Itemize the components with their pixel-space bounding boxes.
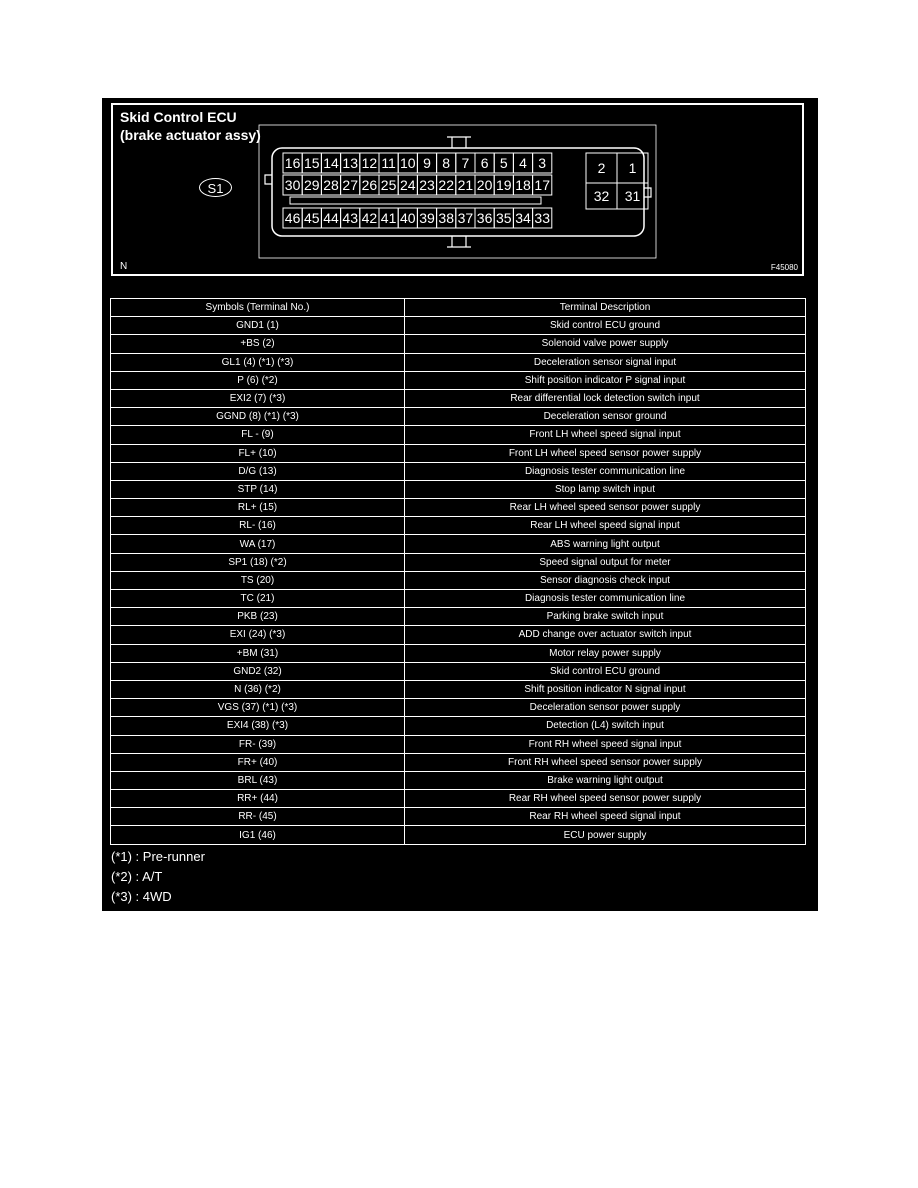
pin-label-10: 10	[400, 155, 416, 171]
pin-label-8: 8	[442, 155, 451, 171]
note-1: (*1) : Pre-runner	[111, 849, 205, 864]
pin-label-22: 22	[438, 177, 454, 193]
latch-bottom	[447, 236, 471, 247]
pin-label-41: 41	[380, 210, 397, 226]
table-row	[111, 335, 806, 353]
table-row	[111, 499, 806, 517]
description-cell: Skid control ECU ground	[405, 317, 806, 335]
pin-label-46: 46	[284, 210, 301, 226]
symbol-cell: FR- (39)	[111, 735, 405, 753]
description-cell: Rear LH wheel speed signal input	[405, 517, 806, 535]
description-cell: Deceleration sensor ground	[405, 408, 806, 426]
symbol-cell: TS (20)	[111, 571, 405, 589]
symbol-cell: WA (17)	[111, 535, 405, 553]
description-cell: Front LH wheel speed sensor power supply	[405, 444, 806, 462]
connector-label: S1	[199, 178, 232, 197]
table-row	[111, 535, 806, 553]
symbol-cell: PKB (23)	[111, 608, 405, 626]
description-cell: Brake warning light output	[405, 771, 806, 789]
pin-label-13: 13	[342, 155, 358, 171]
symbol-cell: EXI4 (38) (*3)	[111, 717, 405, 735]
symbol-cell: GGND (8) (*1) (*3)	[111, 408, 405, 426]
pin-label-28: 28	[323, 177, 339, 193]
pin-label-25: 25	[380, 177, 397, 193]
description-cell: Rear differential lock detection switch input	[405, 389, 806, 407]
table-row	[111, 626, 806, 644]
description-cell: Parking brake switch input	[405, 608, 806, 626]
pin-label-1: 1	[628, 160, 637, 176]
symbol-cell: D/G (13)	[111, 462, 405, 480]
table-row	[111, 662, 806, 680]
connector-diagram-box	[111, 103, 804, 276]
description-cell: ECU power supply	[405, 826, 806, 844]
table-row	[111, 771, 806, 789]
pin-label-43: 43	[342, 210, 358, 226]
symbol-cell: +BM (31)	[111, 644, 405, 662]
header-symbols: Symbols (Terminal No.)	[111, 299, 405, 317]
table-row	[111, 553, 806, 571]
symbol-cell: BRL (43)	[111, 771, 405, 789]
symbol-cell: N (36) (*2)	[111, 680, 405, 698]
description-cell: Shift position indicator P signal input	[405, 371, 806, 389]
table-row	[111, 680, 806, 698]
table-row	[111, 389, 806, 407]
pin-label-30: 30	[284, 177, 301, 193]
pin-label-34: 34	[515, 210, 531, 226]
table-row	[111, 462, 806, 480]
description-cell: Solenoid valve power supply	[405, 335, 806, 353]
table-row	[111, 735, 806, 753]
symbol-cell: RL+ (15)	[111, 499, 405, 517]
description-cell: Diagnosis tester communication line	[405, 462, 806, 480]
guide-bar	[290, 197, 541, 204]
pin-label-38: 38	[438, 210, 454, 226]
pin-label-15: 15	[304, 155, 320, 171]
table-row	[111, 717, 806, 735]
pin-label-31: 31	[624, 188, 641, 204]
symbol-cell: RR+ (44)	[111, 790, 405, 808]
pin-label-27: 27	[342, 177, 358, 193]
connector-face-drawing	[113, 105, 803, 275]
description-cell: Deceleration sensor power supply	[405, 699, 806, 717]
pin-label-39: 39	[419, 210, 435, 226]
symbol-cell: EXI (24) (*3)	[111, 626, 405, 644]
description-cell: Shift position indicator N signal input	[405, 680, 806, 698]
symbol-cell: GL1 (4) (*1) (*3)	[111, 353, 405, 371]
description-cell: Front RH wheel speed signal input	[405, 735, 806, 753]
description-cell: Detection (L4) switch input	[405, 717, 806, 735]
description-cell: Front RH wheel speed sensor power supply	[405, 753, 806, 771]
note-3: (*3) : 4WD	[111, 889, 172, 904]
pin-label-5: 5	[499, 155, 508, 171]
symbol-cell: TC (21)	[111, 590, 405, 608]
table-row	[111, 590, 806, 608]
terminal-table	[110, 298, 806, 845]
description-cell: Front LH wheel speed signal input	[405, 426, 806, 444]
symbol-cell: FR+ (40)	[111, 753, 405, 771]
pin-label-11: 11	[381, 155, 396, 171]
table-header-row	[111, 299, 806, 317]
pin-label-29: 29	[304, 177, 320, 193]
description-cell: Skid control ECU ground	[405, 662, 806, 680]
title-line2: (brake actuator assy)	[120, 127, 261, 143]
symbol-cell: VGS (37) (*1) (*3)	[111, 699, 405, 717]
pin-label-45: 45	[304, 210, 320, 226]
corner-label: N	[120, 261, 128, 272]
table-row	[111, 644, 806, 662]
table-row	[111, 571, 806, 589]
table-row	[111, 753, 806, 771]
description-cell: Speed signal output for meter	[405, 553, 806, 571]
pin-label-12: 12	[361, 155, 378, 171]
description-cell: Rear RH wheel speed signal input	[405, 808, 806, 826]
pin-label-6: 6	[480, 155, 489, 171]
description-cell: Rear LH wheel speed sensor power supply	[405, 499, 806, 517]
table-row	[111, 408, 806, 426]
symbol-cell: RR- (45)	[111, 808, 405, 826]
pin-label-21: 21	[457, 177, 474, 193]
symbol-cell: SP1 (18) (*2)	[111, 553, 405, 571]
pin-label-2: 2	[597, 160, 606, 176]
pin-label-14: 14	[323, 155, 339, 171]
pin-label-26: 26	[361, 177, 378, 193]
pin-label-24: 24	[400, 177, 416, 193]
symbol-cell: FL+ (10)	[111, 444, 405, 462]
pin-label-20: 20	[476, 177, 493, 193]
pin-label-42: 42	[361, 210, 378, 226]
symbol-cell: P (6) (*2)	[111, 371, 405, 389]
note-2: (*2) : A/T	[111, 869, 163, 884]
pin-label-23: 23	[419, 177, 435, 193]
table-row	[111, 517, 806, 535]
table-row	[111, 608, 806, 626]
table-row	[111, 808, 806, 826]
pin-label-36: 36	[476, 210, 493, 226]
pin-label-4: 4	[519, 155, 527, 171]
symbol-cell: EXI2 (7) (*3)	[111, 389, 405, 407]
pin-label-18: 18	[515, 177, 531, 193]
pin-label-3: 3	[538, 155, 547, 171]
diagram-panel	[102, 98, 818, 911]
figure-code: F45080	[770, 263, 798, 272]
table-row	[111, 480, 806, 498]
pin-label-40: 40	[400, 210, 416, 226]
symbol-cell: GND2 (32)	[111, 662, 405, 680]
description-cell: Stop lamp switch input	[405, 480, 806, 498]
table-row	[111, 699, 806, 717]
pin-label-37: 37	[457, 210, 474, 226]
table-row	[111, 426, 806, 444]
pin-label-19: 19	[496, 177, 512, 193]
table-row	[111, 444, 806, 462]
pin-label-33: 33	[534, 210, 550, 226]
latch-top	[447, 137, 471, 148]
table-row	[111, 371, 806, 389]
description-cell: Diagnosis tester communication line	[405, 590, 806, 608]
pin-label-7: 7	[461, 155, 470, 171]
description-cell: Motor relay power supply	[405, 644, 806, 662]
symbol-cell: +BS (2)	[111, 335, 405, 353]
symbol-cell: IG1 (46)	[111, 826, 405, 844]
pin-label-44: 44	[323, 210, 339, 226]
pin-label-17: 17	[534, 177, 550, 193]
pin-label-16: 16	[284, 155, 301, 171]
tab-left	[265, 175, 272, 184]
description-cell: Sensor diagnosis check input	[405, 571, 806, 589]
description-cell: Deceleration sensor signal input	[405, 353, 806, 371]
pin-label-32: 32	[593, 188, 610, 204]
symbol-cell: FL - (9)	[111, 426, 405, 444]
table-row	[111, 317, 806, 335]
description-cell: ADD change over actuator switch input	[405, 626, 806, 644]
symbol-cell: STP (14)	[111, 480, 405, 498]
table-row	[111, 790, 806, 808]
title-line1: Skid Control ECU	[120, 109, 237, 125]
pin-label-9: 9	[423, 155, 431, 171]
pin-label-35: 35	[496, 210, 512, 226]
description-cell: ABS warning light output	[405, 535, 806, 553]
symbol-cell: GND1 (1)	[111, 317, 405, 335]
symbol-cell: RL- (16)	[111, 517, 405, 535]
table-row	[111, 353, 806, 371]
description-cell: Rear RH wheel speed sensor power supply	[405, 790, 806, 808]
table-row	[111, 826, 806, 844]
header-description: Terminal Description	[405, 299, 806, 317]
